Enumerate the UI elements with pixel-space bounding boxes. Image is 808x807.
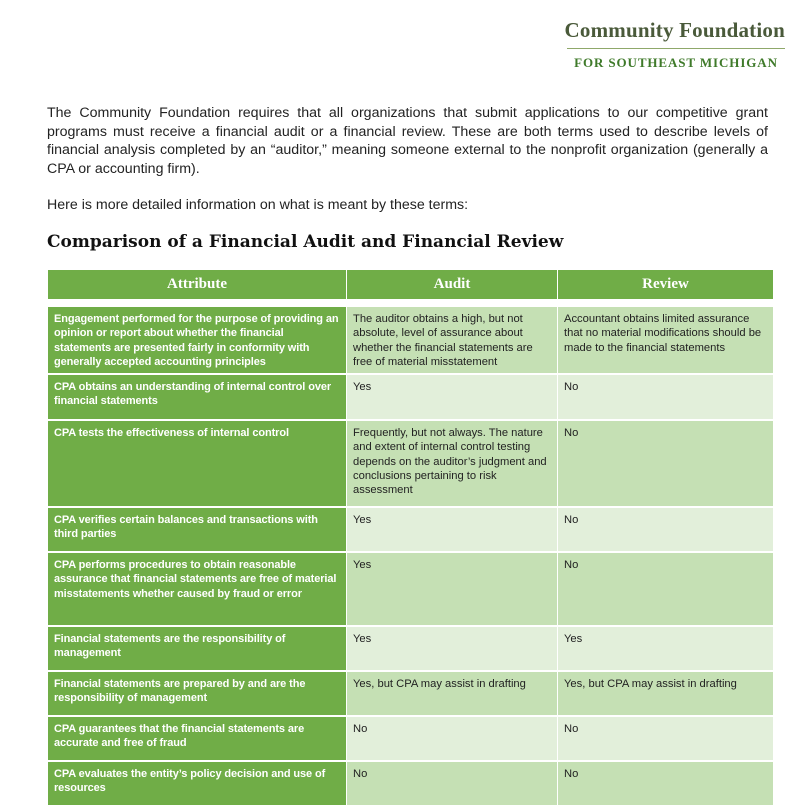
logo [555, 18, 785, 71]
audit-cell: No [347, 761, 558, 806]
attribute-cell: CPA obtains an understanding of internal control over financial statements [48, 374, 347, 420]
audit-cell: Yes [347, 507, 558, 552]
attribute-cell: Engagement performed for the purpose of providing an opinion or report about whether the financial statements are presented fairly in conformity with generally accepted accounting principles [48, 303, 347, 374]
audit-cell: Yes [347, 374, 558, 420]
table-row [48, 761, 774, 806]
review-cell: Yes [558, 626, 774, 671]
audit-cell: Frequently, but not always. The nature and extent of internal control testing depends on the auditor’s judgment and conclusions pertaining to risk assessment [347, 420, 558, 507]
review-cell: No [558, 761, 774, 806]
audit-cell: The auditor obtains a high, but not absolute, level of assurance about whether the financial statements are free of material misstatement [347, 303, 558, 374]
table-row [48, 716, 774, 761]
table-row [48, 671, 774, 716]
attribute-cell: Financial statements are prepared by and are the responsibility of management [48, 671, 347, 716]
attribute-cell: CPA verifies certain balances and transactions with third parties [48, 507, 347, 552]
comparison-table [47, 270, 774, 807]
attribute-cell: CPA guarantees that the financial statements are accurate and free of fraud [48, 716, 347, 761]
header-review: Review [558, 270, 774, 303]
attribute-cell: Financial statements are the responsibility of management [48, 626, 347, 671]
audit-cell: Yes [347, 626, 558, 671]
attribute-cell: CPA performs procedures to obtain reasonable assurance that financial statements are free of material misstatements whether caused by fraud or error [48, 552, 347, 626]
review-cell: No [558, 420, 774, 507]
table-row [48, 507, 774, 552]
logo-divider [567, 48, 785, 49]
review-cell: No [558, 374, 774, 420]
table-row [48, 420, 774, 507]
table-header-row [48, 270, 774, 303]
audit-cell: Yes, but CPA may assist in drafting [347, 671, 558, 716]
logo-subtitle: FOR SOUTHEAST MICHIGAN [574, 55, 778, 70]
audit-cell: Yes [347, 552, 558, 626]
attribute-cell: CPA tests the effectiveness of internal control [48, 420, 347, 507]
table-row [48, 374, 774, 420]
review-cell: No [558, 552, 774, 626]
logo-name: Community Foundation [564, 18, 785, 42]
audit-cell: No [347, 716, 558, 761]
section-heading: Comparison of a Financial Audit and Financial Review [47, 232, 564, 252]
header-audit: Audit [347, 270, 558, 303]
review-cell: Yes, but CPA may assist in drafting [558, 671, 774, 716]
lead-paragraph: Here is more detailed information on what is meant by these terms: [47, 197, 469, 213]
table-row [48, 552, 774, 626]
review-cell: Accountant obtains limited assurance that no material modifications should be made to the financial statements [558, 303, 774, 374]
review-cell: No [558, 716, 774, 761]
review-cell: No [558, 507, 774, 552]
attribute-cell: CPA evaluates the entity’s policy decision and use of resources [48, 761, 347, 806]
table-row [48, 626, 774, 671]
intro-paragraph: The Community Foundation requires that all organizations that submit applications to our competitive grant programs must receive a financial audit or a financial review. These are both terms used to describe levels of financial analysis completed by an “auditor,” meaning someone external to the nonprofit organization (generally a CPA or accounting firm). [47, 105, 768, 177]
header-attribute: Attribute [48, 270, 347, 303]
table-row [48, 303, 774, 374]
